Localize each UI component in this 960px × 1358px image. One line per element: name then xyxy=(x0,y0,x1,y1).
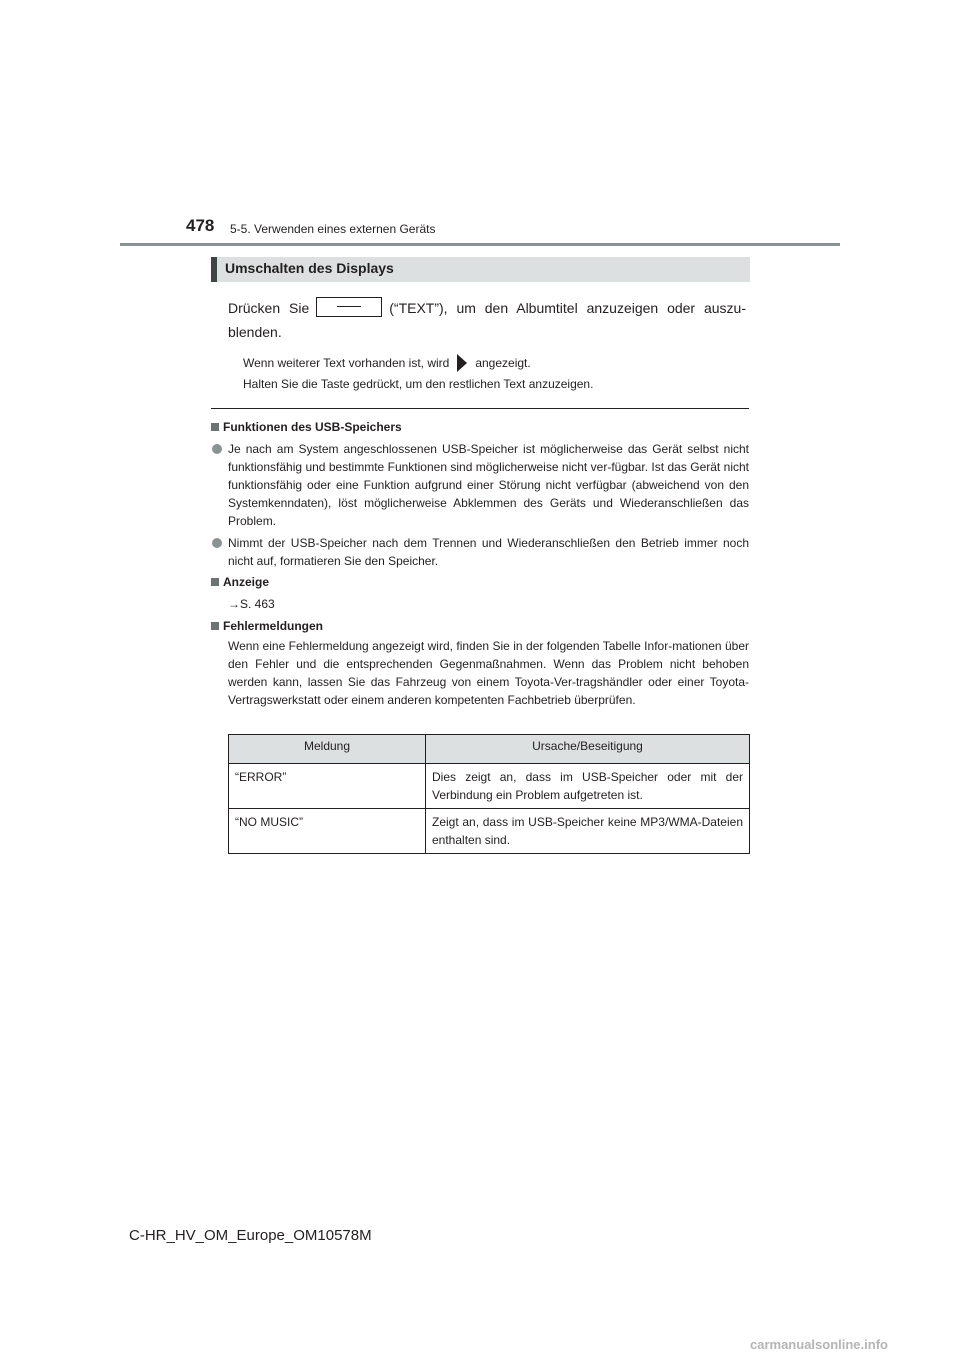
list-item xyxy=(211,440,749,530)
fehler-block xyxy=(211,617,749,709)
list-item xyxy=(211,534,749,570)
note1-after: angezeigt. xyxy=(475,356,531,370)
section-title: Umschalten des Displays xyxy=(225,260,394,276)
note1-before: Wenn weiterer Text vorhanden ist, wird xyxy=(243,356,450,370)
table-cell: Zeigt an, dass im USB-Speicher keine MP3/WMA-Dateien enthalten sind. xyxy=(426,809,750,854)
error-table xyxy=(228,734,750,854)
usb-bullet-text: Je nach am System angeschlossenen USB-Speicher ist möglicherweise das Gerät selbst nicht funktionsfähig und bestimmte Funktionen sind möglicherweise nicht ver-fügbar. Ist das Gerät nicht funktionsfähig oder eine Funktion aufgrund einer Störung nicht verfügbar (abweichend von den Systemkenndaten), löst möglicherweise Abklemmen des Geräts und Wiederanschließen das Problem. xyxy=(228,442,749,528)
column-header-ursache: Ursache/Beseitigung xyxy=(426,735,750,764)
column-header-meldung: Meldung xyxy=(229,735,426,764)
header-rule xyxy=(120,243,840,246)
usb-block xyxy=(211,418,749,570)
watermark: carmanualsonline.info xyxy=(750,1337,888,1352)
anzeige-block xyxy=(211,573,749,613)
square-bullet-icon xyxy=(211,423,219,431)
page-reference: →S. 463 xyxy=(228,597,275,611)
table-cell: Dies zeigt an, dass im USB-Speicher oder mit der Verbindung ein Problem aufgetreten ist. xyxy=(426,764,750,809)
table-cell: “NO MUSIC” xyxy=(229,809,426,854)
dot-bullet-icon xyxy=(212,444,222,454)
more-text-arrow-icon xyxy=(457,354,467,372)
dot-bullet-icon xyxy=(212,538,222,548)
anzeige-heading xyxy=(211,573,749,591)
intro-paragraph xyxy=(228,296,746,344)
table-cell: “ERROR” xyxy=(229,764,426,809)
footer-doc-id: C-HR_HV_OM_Europe_OM10578M xyxy=(129,1227,372,1244)
section-heading-bar xyxy=(211,257,750,282)
table-row xyxy=(229,764,750,809)
usb-heading xyxy=(211,418,749,436)
fehler-heading-text: Fehlermeldungen xyxy=(223,619,324,633)
page-number: 478 xyxy=(186,216,215,235)
chapter-title: 5-5. Verwenden eines externen Geräts xyxy=(230,222,436,236)
intro-before: Drücken Sie xyxy=(228,300,310,316)
fehler-heading xyxy=(211,617,749,635)
section-accent xyxy=(211,257,217,282)
usb-bullet-text: Nimmt der USB-Speicher nach dem Trennen und Wiederanschließen den Betrieb immer noch nicht auf, formatieren Sie den Speicher. xyxy=(228,536,749,568)
square-bullet-icon xyxy=(211,622,219,630)
table-row xyxy=(229,809,750,854)
section-divider xyxy=(211,408,749,409)
note-more-text xyxy=(243,354,531,372)
anzeige-heading-text: Anzeige xyxy=(223,575,270,589)
square-bullet-icon xyxy=(211,578,219,586)
usb-heading-text: Funktionen des USB-Speichers xyxy=(223,420,402,434)
fehler-text: Wenn eine Fehlermeldung angezeigt wird, finden Sie in der folgenden Tabelle Infor-mationen über den Fehler und die entsprechenden Gegenmaßnahmen. Wenn das Problem nicht behoben werden kann, lassen Sie das Fahrzeug von einem Toyota-Ver-tragshändler oder einer Toyota-Vertragswerkstatt oder einem anderen kompetenten Fachbetrieb überprüfen. xyxy=(228,639,749,707)
note-hold-button: Halten Sie die Taste gedrückt, um den restlichen Text anzuzeigen. xyxy=(243,377,594,391)
intro-after: (“TEXT”), um den Albumtitel anzuzeigen oder auszu-blenden. xyxy=(228,300,746,340)
text-key-icon xyxy=(316,297,382,317)
table-header-row xyxy=(229,735,750,764)
